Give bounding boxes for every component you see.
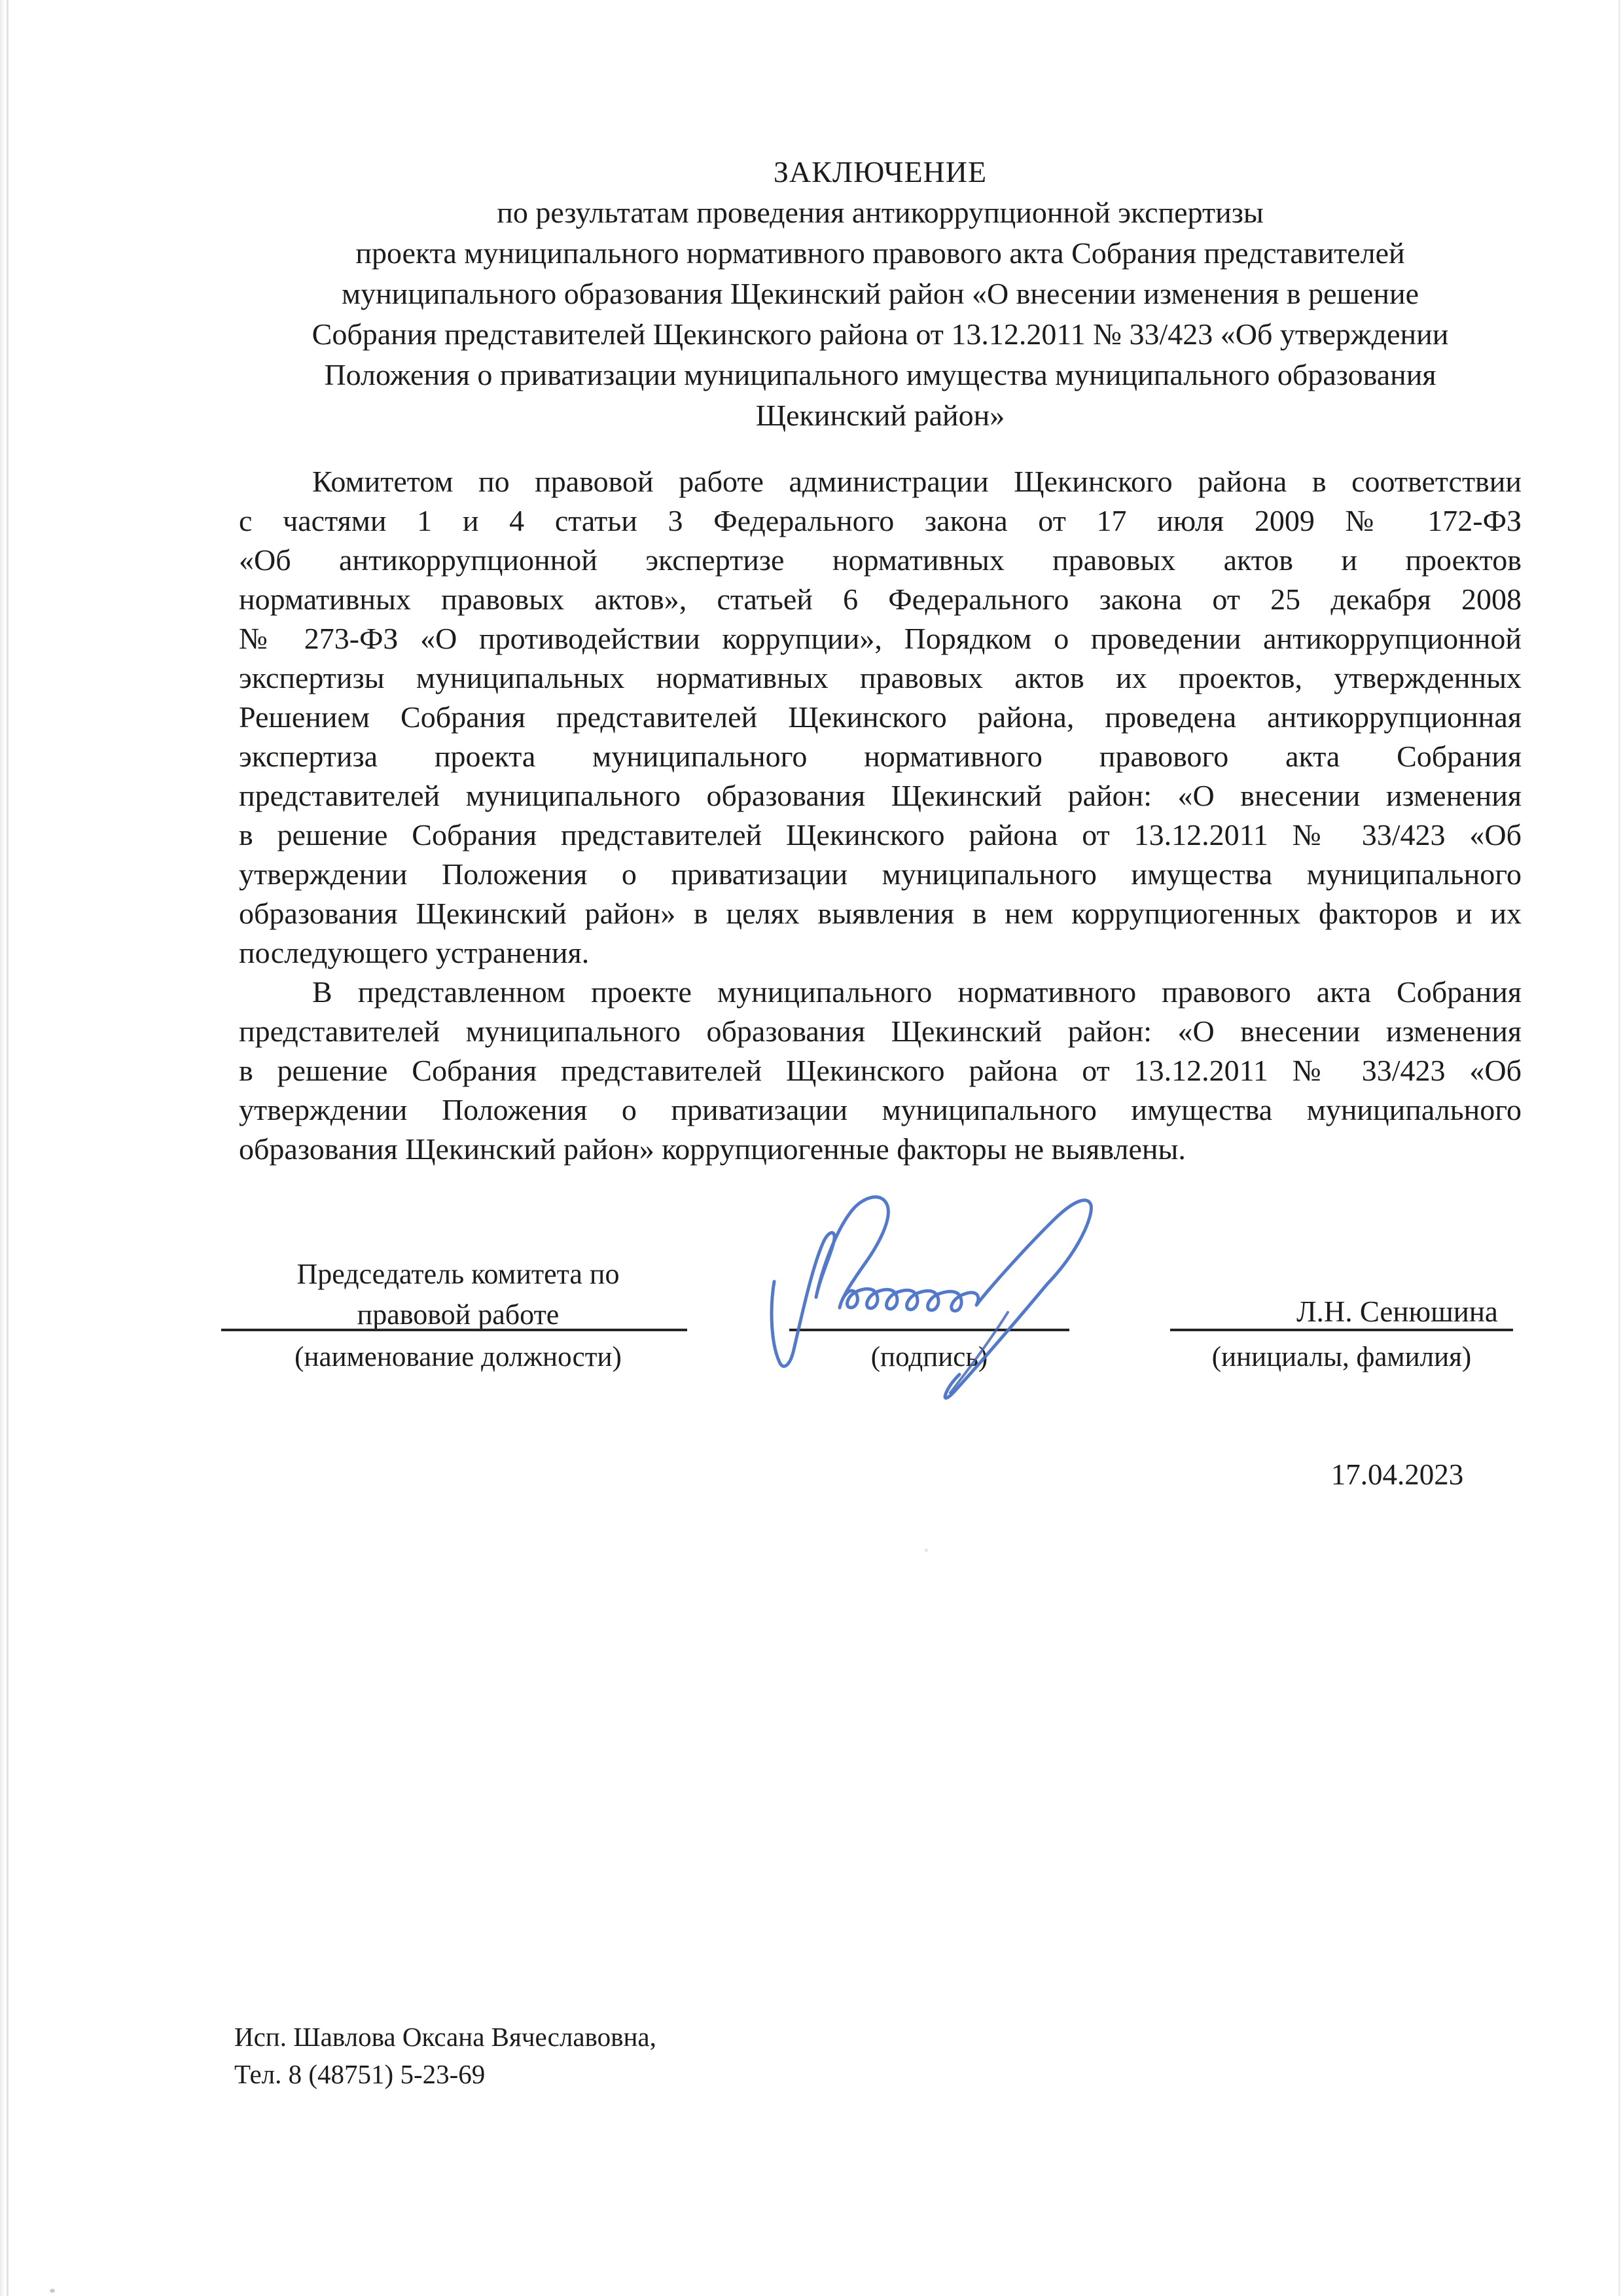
position-underline <box>221 1329 687 1331</box>
signature-underline <box>789 1329 1069 1331</box>
document-title: ЗАКЛЮЧЕНИЕ <box>773 155 988 188</box>
body-line: в решение Собрания представителей Щекинского района от 13.12.2011 № 33/423 «Об <box>239 818 1522 852</box>
signer-position-line2: правовой работе <box>357 1299 560 1331</box>
signer-position <box>239 1254 677 1335</box>
body-line: образования Щекинский район» в целях выявления в нем коррупциогенных факторов и их <box>239 897 1522 930</box>
paragraph-2 <box>239 973 1522 1169</box>
body-line: В представленном проекте муниципального нормативного правового акта Собрания <box>312 975 1522 1009</box>
body-line: в решение Собрания представителей Щекинского района от 13.12.2011 № 33/423 «Об <box>239 1054 1522 1087</box>
body-line: утверждении Положения о приватизации муниципального имущества муниципального <box>239 1093 1522 1126</box>
body-line: Комитетом по правовой работе администрации Щекинского района в соответствии <box>312 465 1522 498</box>
scan-edge-left <box>0 0 5 2296</box>
body-line: образования Щекинский район» коррупциогенные факторы не выявлены. <box>239 1132 1186 1166</box>
body-line: экспертизы муниципальных нормативных правовых актов их проектов, утвержденных <box>239 661 1522 694</box>
body-line: с частями 1 и 4 статьи 3 Федерального закона от 17 июля 2009 № 172-ФЗ <box>239 504 1522 537</box>
phone-line: Тел. 8 (48751) 5-23-69 <box>234 2059 486 2089</box>
scan-speck <box>925 1549 928 1552</box>
body-line: представителей муниципального образования Щекинский район: «О внесении изменения <box>239 779 1522 812</box>
signer-position-line1: Председатель комитета по <box>296 1258 620 1290</box>
name-underline <box>1170 1329 1513 1331</box>
document-subtitle: по результатам проведения антикоррупционной экспертизы <box>497 196 1264 229</box>
subject-line: Собрания представителей Щекинского района от 13.12.2011 № 33/423 «Об утверждении <box>312 317 1449 351</box>
body-line: утверждении Положения о приватизации муниципального имущества муниципального <box>239 857 1522 891</box>
subject-line: муниципального образования Щекинский район «О внесении изменения в решение <box>341 277 1419 310</box>
scan-edge-right <box>1618 0 1620 2296</box>
body-line: экспертиза проекта муниципального нормативного правового акта Собрания <box>239 740 1522 773</box>
name-caption: (инициалы, фамилия) <box>1211 1342 1472 1372</box>
body-line: «Об антикоррупционной экспертизе нормативных правовых актов и проектов <box>239 543 1522 577</box>
subject-line: Положения о приватизации муниципального имущества муниципального образования <box>324 358 1436 391</box>
document-date: 17.04.2023 <box>1330 1458 1464 1491</box>
body-line: нормативных правовых актов», статьей 6 Федерального закона от 25 декабря 2008 <box>239 583 1522 616</box>
body-line: № 273-ФЗ «О противодействии коррупции», Порядком о проведении антикоррупционной <box>239 622 1522 655</box>
executor-line: Исп. Шавлова Оксана Вячеславовна, <box>234 2022 656 2052</box>
document-subject <box>239 233 1522 436</box>
subject-line: проекта муниципального нормативного правового акта Собрания представителей <box>355 236 1405 270</box>
signature-caption: (подпись) <box>870 1342 988 1372</box>
scan-speck <box>50 2289 55 2293</box>
document-body <box>239 462 1522 1169</box>
signer-name: Л.Н. Сенюшина <box>1296 1295 1498 1328</box>
scan-edge-line <box>7 0 9 2296</box>
position-caption: (наименование должности) <box>294 1342 622 1372</box>
body-line: Решением Собрания представителей Щекинского района, проведена антикоррупционная <box>239 700 1522 734</box>
subject-line: Щекинский район» <box>755 399 1005 432</box>
document-footer <box>234 2018 1150 2093</box>
body-line: представителей муниципального образования Щекинский район: «О внесении изменения <box>239 1014 1522 1048</box>
body-line: последующего устранения. <box>239 936 590 969</box>
paragraph-1 <box>239 462 1522 973</box>
document-heading <box>239 152 1522 436</box>
